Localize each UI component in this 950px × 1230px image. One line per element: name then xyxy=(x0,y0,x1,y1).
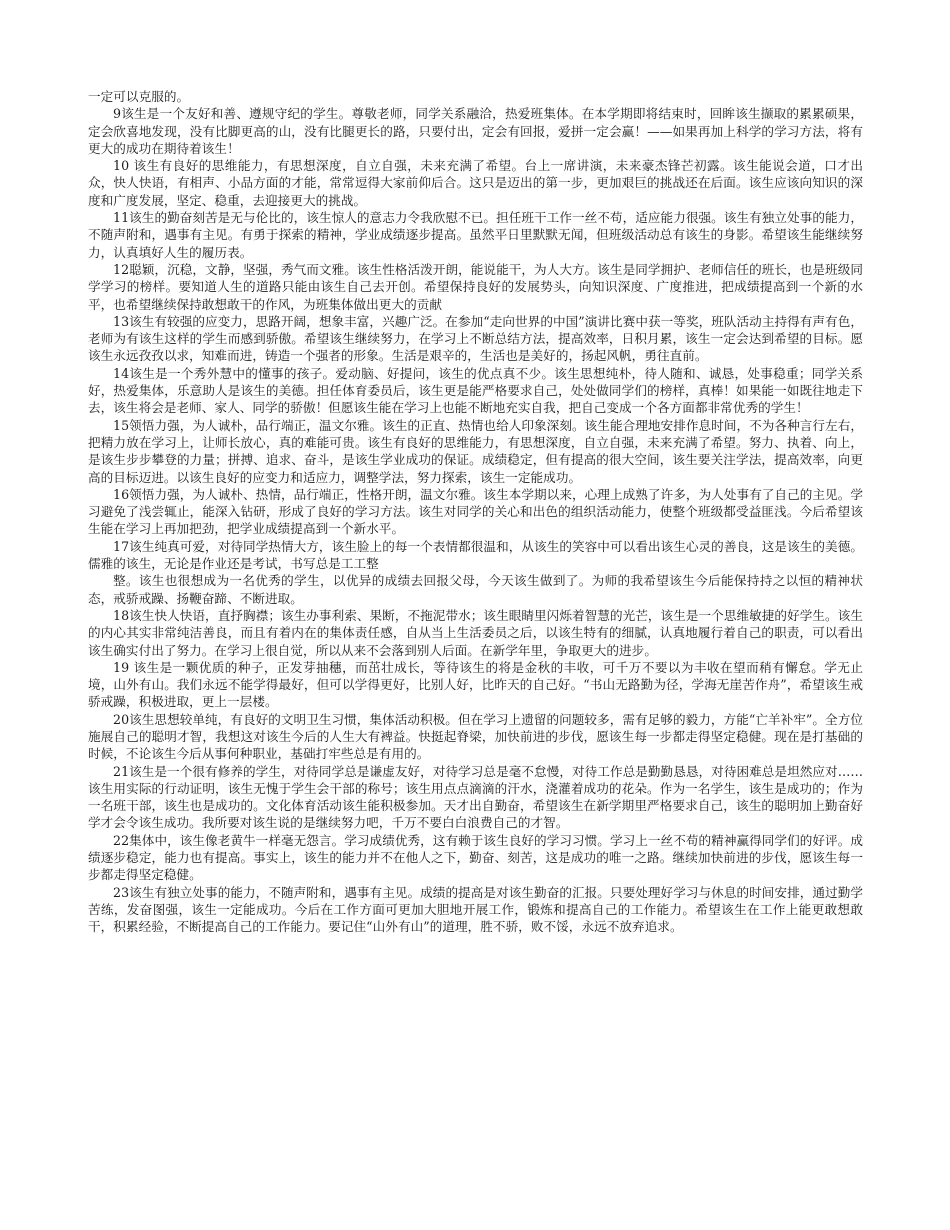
paragraph-20: 20该生思想较单纯，有良好的文明卫生习惯，集体活动积极。但在学习上遗留的问题较多，需有足够的毅力，方能“亡羊补牢”。全方位施展自己的聪明才智，我想这对该生今后的人生大有裨益。快挺起脊梁，加快前进的步伐，愿该生每一步都走得坚定稳健。现在是打基础的时候，不论该生今后从事何种职业，基础打牢些总是有用的。 xyxy=(88,711,863,762)
document-body xyxy=(88,88,863,936)
paragraph-18: 18该生快人快语，直抒胸襟；该生办事利索、果断，不拖泥带水；该生眼睛里闪烁着智慧的光芒，该生是一个思维敏捷的好学生。该生的内心其实非常纯洁善良，而且有着内在的集体责任感，自从当上生活委员之后，以该生特有的细腻，认真地履行着自己的职责，可以看出该生确实付出了努力。在学习上很自觉，所以从来不会落到别人后面。在新学年里，争取更大的进步。 xyxy=(88,607,863,658)
paragraph-22: 22集体中，该生像老黄牛一样毫无怨言。学习成绩优秀，这有赖于该生良好的学习习惯。学习上一丝不苟的精神赢得同学们的好评。成绩逐步稳定，能力也有提高。事实上，该生的能力并不在他人之下，勤奋、刻苦，这是成功的唯一之路。继续加快前进的步伐，愿该生每一步都走得坚定稳健。 xyxy=(88,832,863,883)
paragraph-13: 13该生有较强的应变力，思路开阔，想象丰富，兴趣广泛。在参加“走向世界的中国”演讲比赛中获一等奖，班队活动主持得有声有色，老师为有该生这样的学生而感到骄傲。希望该生继续努力，在学习上不断总结方法，提高效率，日积月累，该生一定会达到希望的目标。愿该生永远孜孜以求，知难而进，铸造一个强者的形象。生活是艰辛的，生活也是美好的，扬起风帆，勇往直前。 xyxy=(88,313,863,364)
paragraph-17-continued: 整。该生也很想成为一名优秀的学生，以优异的成绩去回报父母，今天该生做到了。为师的我希望该生今后能保持持之以恒的精神状态，戒骄戒躁、扬鞭奋蹄、不断进取。 xyxy=(88,573,863,606)
paragraph-19: 19 该生是一颗优质的种子，正发芽抽穗，而茁壮成长，等待该生的将是金秋的丰收，可千万不要以为丰收在望而稍有懈怠。学无止境，山外有山。我们永远不能学得最好，但可以学得更好，比别人好，比昨天的自己好。“书山无路勤为径，学海无崖苦作舟”，希望该生戒骄戒躁，积极进取，更上一层楼。 xyxy=(88,659,863,710)
paragraph-11: 11该生的勤奋刻苦是无与伦比的，该生惊人的意志力令我欣慰不已。担任班干工作一丝不苟，适应能力很强。该生有独立处事的能力，不随声附和，遇事有主见。有勇于探索的精神，学业成绩逐步提高。虽然平日里默默无闻，但班级活动总有该生的身影。希望该生能继续努力，认真填好人生的履历表。 xyxy=(88,210,863,260)
paragraph-12: 12聪颖，沉稳，文静，坚强，秀气而文雅。该生性格活泼开朗，能说能干，为人大方。该生是同学拥护、老师信任的班长，也是班级同学学习的榜样。要知道人生的道路只能由该生自己去开创。希望保持良好的发展势头，向知识深度、广度推进，把成绩提高到一个新的水平，也希望继续保持敢想敢干的作风，为班集体做出更大的贡献 xyxy=(88,261,863,312)
paragraph-9: 9该生是一个友好和善、遵规守纪的学生。尊敬老师，同学关系融洽，热爱班集体。在本学期即将结束时，回眸该生撷取的累累硕果，定会欣喜地发现，没有比脚更高的山，没有比腿更长的路，只要付出，定会有回报，爱拼一定会赢！——如果再加上科学的学习方法，将有更大的成功在期待着该生！ xyxy=(88,106,863,156)
paragraph-14: 14该生是一个秀外慧中的懂事的孩子。爱动脑、好提问，该生的优点真不少。该生思想纯朴，待人随和、诚恳，处事稳重；同学关系好，热爱集体，乐意助人是该生的美德。担任体育委员后，该生更是能严格要求自己，处处做同学们的榜样，真棒！如果能一如既往地走下去，该生将会是老师、家人、同学的骄傲！但愿该生能在学习上也能不断地充实自我，把自己变成一个各方面都非常优秀的学生！ xyxy=(88,365,863,416)
paragraph-10: 10 该生有良好的思维能力，有思想深度，自立自强，未来充满了希望。台上一席讲演，未来豪杰锋芒初露。该生能说会道，口才出众，快人快语，有相声、小品方面的才能，常常逗得大家前仰后合。这只是迈出的第一步，更加艰巨的挑战还在后面。该生应该向知识的深度和广度发展，坚定、稳重，去迎接更大的挑战。 xyxy=(88,158,863,208)
paragraph-continuation: 一定可以克服的。 xyxy=(88,89,190,104)
paragraph-15: 15领悟力强，为人诚朴，品行端正，温文尔雅。该生的正直、热情也给人印象深刻。该生能合理地安排作息时间，不为各种言行左右，把精力放在学习上，让师长放心，真的难能可贵。该生有良好的思维能力，有思想深度，自立自强，未来充满了希望。努力、执着、向上，是该生步步攀登的力量；拼搏、追求、奋斗，是该生学业成功的保证。成绩稳定，但有提高的很大空间，该生要关注学法，提高效率，向更高的目标迈进。以该生良好的应变力和适应力，调整学法，努力探索，该生一定能成功。 xyxy=(88,417,863,485)
paragraph-16: 16领悟力强，为人诚朴、热情，品行端正，性格开朗，温文尔雅。该生本学期以来，心理上成熟了许多，为人处事有了自己的主见。学习避免了浅尝辄止，能深入钻研，形成了良好的学习方法。该生对同学的关心和出色的组织活动能力，使整个班级都受益匪浅。今后希望该生能在学习上再加把劲，把学业成绩提高到一个新水平。 xyxy=(88,486,863,537)
paragraph-23: 23该生有独立处事的能力，不随声附和，遇事有主见。成绩的提高是对该生勤奋的汇报。只要处理好学习与休息的时间安排，通过勤学苦练，发奋图强，该生一定能成功。今后在工作方面可更加大胆地开展工作，锻炼和提高自己的工作能力。希望该生在工作上能更敢想敢干，积累经验，不断提高自己的工作能力。要记住“山外有山”的道理，胜不骄，败不馁，永远不放弃追求。 xyxy=(88,884,863,935)
paragraph-21: 21该生是一个很有修养的学生，对待同学总是谦虚友好，对待学习总是毫不怠慢，对待工作总是勤勤恳恳，对待困难总是坦然应对……该生用实际的行动证明，该生无愧于学生会干部的称号；该生用点点滴滴的汗水，浇灌着成功的花朵。作为一名学生，该生是成功的；作为一名班干部，该生也是成功的。文化体育活动该生能积极参加。天才出自勤奋，希望该生在新学期里严格要求自己，该生的聪明加上勤奋好学才会令该生成功。我所要对该生说的是继续努力吧，千万不要白白浪费自己的才智。 xyxy=(88,763,863,831)
paragraph-17: 17该生纯真可爱，对待同学热情大方，该生脸上的每一个表情都很温和，从该生的笑容中可以看出该生心灵的善良，这是该生的美德。儒雅的该生，无论是作业还是考试，书写总是工工整 xyxy=(88,538,863,572)
